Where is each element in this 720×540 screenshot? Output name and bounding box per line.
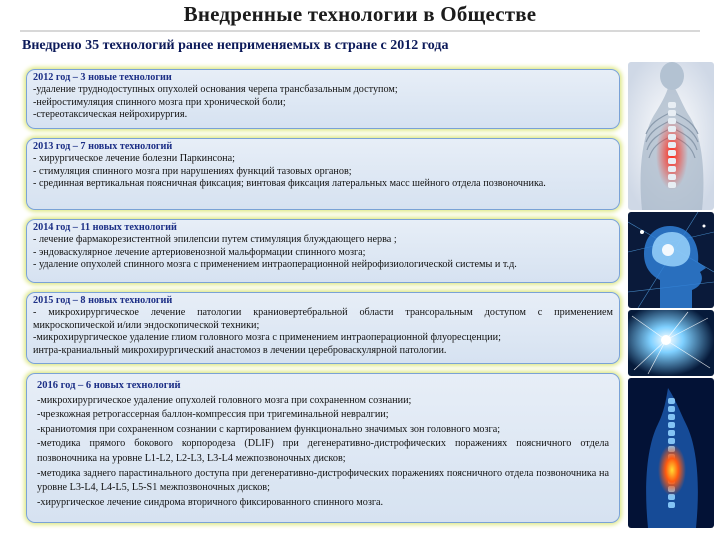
section-item: -методика заднего парастинального доступа при дегенеративно-дистрофических поражениях поясничного отдела позвоночника на уровне L3-L4, L4-L5, L5-S1 межпозвоночных дисков; xyxy=(37,467,609,494)
section-item: - лечение фармакорезистентной эпилепсии путем стимуляция блуждающего нерва ; xyxy=(33,234,397,246)
spine-image xyxy=(628,62,714,210)
section-heading: 2014 год – 11 новых технологий xyxy=(33,222,177,233)
section-2012 xyxy=(26,69,620,129)
section-heading: 2015 год – 8 новых технологий xyxy=(33,295,173,306)
spine-xray-image xyxy=(628,378,714,528)
section-item: интра-краниальный микрохирургический анастомоз в лечении цереброваскулярной патологии. xyxy=(33,344,447,356)
section-item: - срединная вертикальная поясничная фиксация; винтовая фиксация латеральных масс шейного отдела позвоночника. xyxy=(33,178,546,190)
section-item: -нейростимуляция спинного мозга при хронической боли; xyxy=(33,96,286,108)
section-heading: 2012 год – 3 новые технологии xyxy=(33,72,172,83)
section-2013 xyxy=(26,138,620,210)
section-2016 xyxy=(26,373,620,523)
section-heading: 2013 год – 7 новых технологий xyxy=(33,141,173,152)
brain-network-image xyxy=(628,310,714,376)
section-item: -краниотомия при сохраненном сознании с картированием функционально значимых зон головного мозга; xyxy=(37,423,501,435)
brain-head-image xyxy=(628,212,714,308)
section-item: -микрохирургическое удаление глиом головного мозга с применением интраоперационной флуоресценции; xyxy=(33,332,501,344)
section-item: - хирургическое лечение болезни Паркинсона; xyxy=(33,153,235,165)
section-item: -хирургическое лечение синдрома вторичного фиксированного спинного мозга. xyxy=(37,496,384,508)
section-item: - стимуляция спинного мозга при нарушениях функций тазовых органов; xyxy=(33,165,352,177)
section-item: - эндоваскулярное лечение артериовенозной мальформации спинного мозга; xyxy=(33,246,366,258)
section-item: -микрохирургическое удаление опухолей головного мозга при сохраненном сознании; xyxy=(37,394,412,406)
page-subtitle: Внедрено 35 технологий ранее неприменяемых в стране с 2012 года xyxy=(22,38,449,53)
section-item: - микрохирургическое лечение патологии краниовертебральной области трансоральным доступом с применением микроскопической и/или эндоскопической техники; xyxy=(33,307,613,331)
page-title: Внедренные технологии в Обществе xyxy=(183,2,537,26)
section-2015 xyxy=(26,292,620,364)
title-divider xyxy=(20,30,700,32)
section-item: -удаление труднодоступных опухолей основания черепа трансбазальным доступом; xyxy=(33,84,398,96)
section-2014 xyxy=(26,219,620,283)
section-item: -стереотаксическая нейрохирургия. xyxy=(33,109,188,121)
section-item: - удаление опухолей спинного мозга с применением интраоперационной нейрофизиологической системы и т.д. xyxy=(33,259,517,271)
section-item: -чрезкожная ретрогассерная баллон-компрессия при тригеминальной невралгии; xyxy=(37,409,389,421)
section-heading: 2016 год – 6 новых технологий xyxy=(37,380,181,391)
section-item: -методика прямого бокового корпородеза (DLIF) при дегенеративно-дистрофических поражениях поясничного отдела позвоночника на уровне L1-L2, L2-L3, L3-L4 межпозвоночных дисков; xyxy=(37,438,609,464)
